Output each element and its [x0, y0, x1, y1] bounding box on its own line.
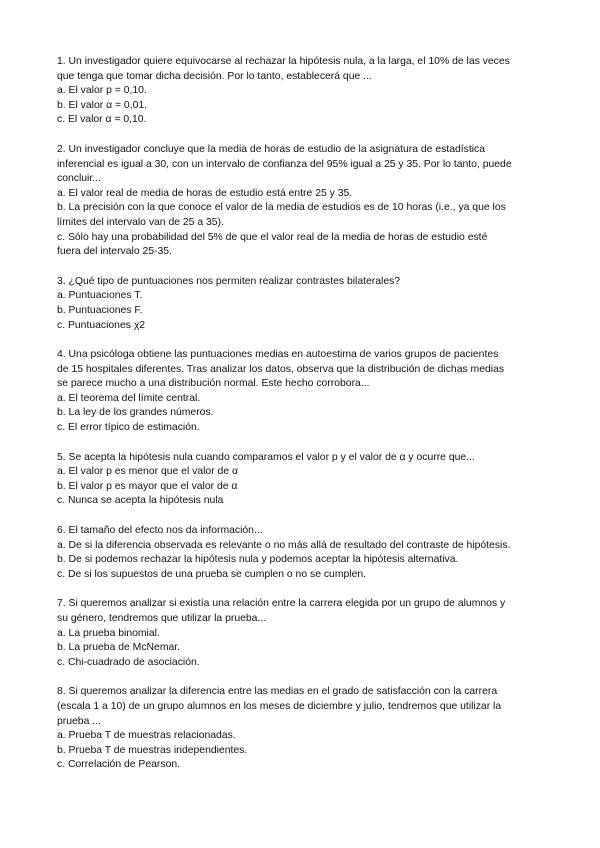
- question-8: [57, 685, 560, 773]
- question-stem-line: (escala 1 a 10) de un grupo alumnos en los meses de diciembre y julio, tendremos que utilizar la: [57, 700, 502, 712]
- question-stem-line: inferencial es igual a 30, con un intervalo de confianza del 95% igual a 25 y 35. Por lo tanto, puede: [57, 158, 512, 170]
- answer-option-b: b. Prueba T de muestras independientes.: [57, 744, 248, 756]
- question-stem-line: concluir...: [57, 173, 101, 185]
- answer-option-c: c. De si los supuestos de una prueba se cumplen o no se cumplen.: [57, 568, 367, 580]
- question-stem-line: 2. Un investigador concluye que la media de horas de estudio de la asignatura de estadística: [57, 143, 486, 155]
- answer-option-c: c. Nunca se acepta la hipótesis nula: [57, 495, 224, 507]
- question-stem-line: 6. El tamaño del efecto nos da información...: [57, 525, 263, 537]
- question-stem-line: 7. Si queremos analizar si existía una relación entre la carrera elegida por un grupo de alumnos y: [57, 598, 506, 610]
- answer-option-c: c. Chi-cuadrado de asociación.: [57, 656, 200, 668]
- answer-option-a: a. Puntuaciones T.: [57, 290, 143, 302]
- question-stem-line: 3. ¿Qué tipo de puntuaciones nos permiten realizar contrastes bilaterales?: [57, 275, 401, 287]
- answer-option-b: b. El valor α = 0,01.: [57, 99, 148, 111]
- question-stem-line: 8. Si queremos analizar la diferencia entre las medias en el grado de satisfacción con la carrera: [57, 686, 498, 698]
- question-stem-line: que tenga que tomar dicha decisión. Por lo tanto, establecerá que ...: [57, 70, 372, 82]
- answer-option-a: a. El valor p = 0,10.: [57, 85, 147, 97]
- answer-option-b: límites del intervalo van de 25 a 35).: [57, 216, 224, 228]
- question-6: [57, 524, 560, 582]
- answer-option-c: c. Puntuaciones χ2: [57, 319, 146, 331]
- answer-option-c: c. El error típico de estimación.: [57, 422, 200, 434]
- answer-option-a: a. La prueba binomial.: [57, 627, 160, 639]
- answer-option-b: b. La ley de los grandes números.: [57, 407, 214, 419]
- question-3: [57, 275, 560, 333]
- question-4: [57, 348, 560, 436]
- answer-option-a: a. El teorema del límite central.: [57, 392, 201, 404]
- answer-option-b: b. El valor p es mayor que el valor de α: [57, 480, 238, 492]
- answer-option-b: b. La precisión con la que conoce el valor de la media de estudios es de 10 horas (i.e., ya que los: [57, 202, 506, 214]
- answer-option-a: a. El valor real de media de horas de estudio está entre 25 y 35.: [57, 187, 353, 199]
- answer-option-c: fuera del intervalo 25-35.: [57, 246, 172, 258]
- question-7: [57, 597, 560, 670]
- answer-option-c: c. Sólo hay una probabilidad del 5% de que el valor real de la media de horas de estudio esté: [57, 231, 488, 243]
- answer-option-b: b. Puntuaciones F.: [57, 304, 143, 316]
- question-list: [57, 55, 560, 773]
- question-stem-line: su género, tendremos que utilizar la prueba...: [57, 613, 267, 624]
- answer-option-b: b. La prueba de McNemar.: [57, 642, 181, 654]
- question-stem-line: de 15 hospitales diferentes. Tras analizar los datos, observa que la distribución de dichas medias: [57, 363, 505, 375]
- answer-option-a: a. Prueba T de muestras relacionadas.: [57, 730, 236, 742]
- question-2: [57, 143, 560, 260]
- question-stem-line: prueba ...: [57, 715, 101, 727]
- question-5: [57, 451, 560, 509]
- question-stem-line: 4. Una psicóloga obtiene las puntuaciones medias en autoestima de varios grupos de pacientes: [57, 349, 499, 361]
- question-1: [57, 55, 560, 128]
- question-stem-line: 1. Un investigador quiere equivocarse al rechazar la hipótesis nula, a la larga, el 10% de las veces: [57, 56, 510, 67]
- answer-option-c: c. Correlación de Pearson.: [57, 759, 181, 771]
- answer-option-a: a. El valor p es menor que el valor de α: [57, 466, 239, 478]
- answer-option-b: b. De si podemos rechazar la hipótesis nula y podemos aceptar la hipótesis alternativa.: [57, 554, 459, 566]
- answer-option-a: a. De si la diferencia observada es relevante o no más allá de resultado del contraste de hipótesis.: [57, 539, 511, 551]
- question-stem-line: 5. Se acepta la hipótesis nula cuando comparamos el valor p y el valor de α y ocurre que...: [57, 451, 475, 463]
- answer-option-c: c. El valor α = 0,10.: [57, 114, 147, 126]
- question-stem-line: se parece mucho a una distribución normal. Este hecho corrobora...: [57, 378, 370, 390]
